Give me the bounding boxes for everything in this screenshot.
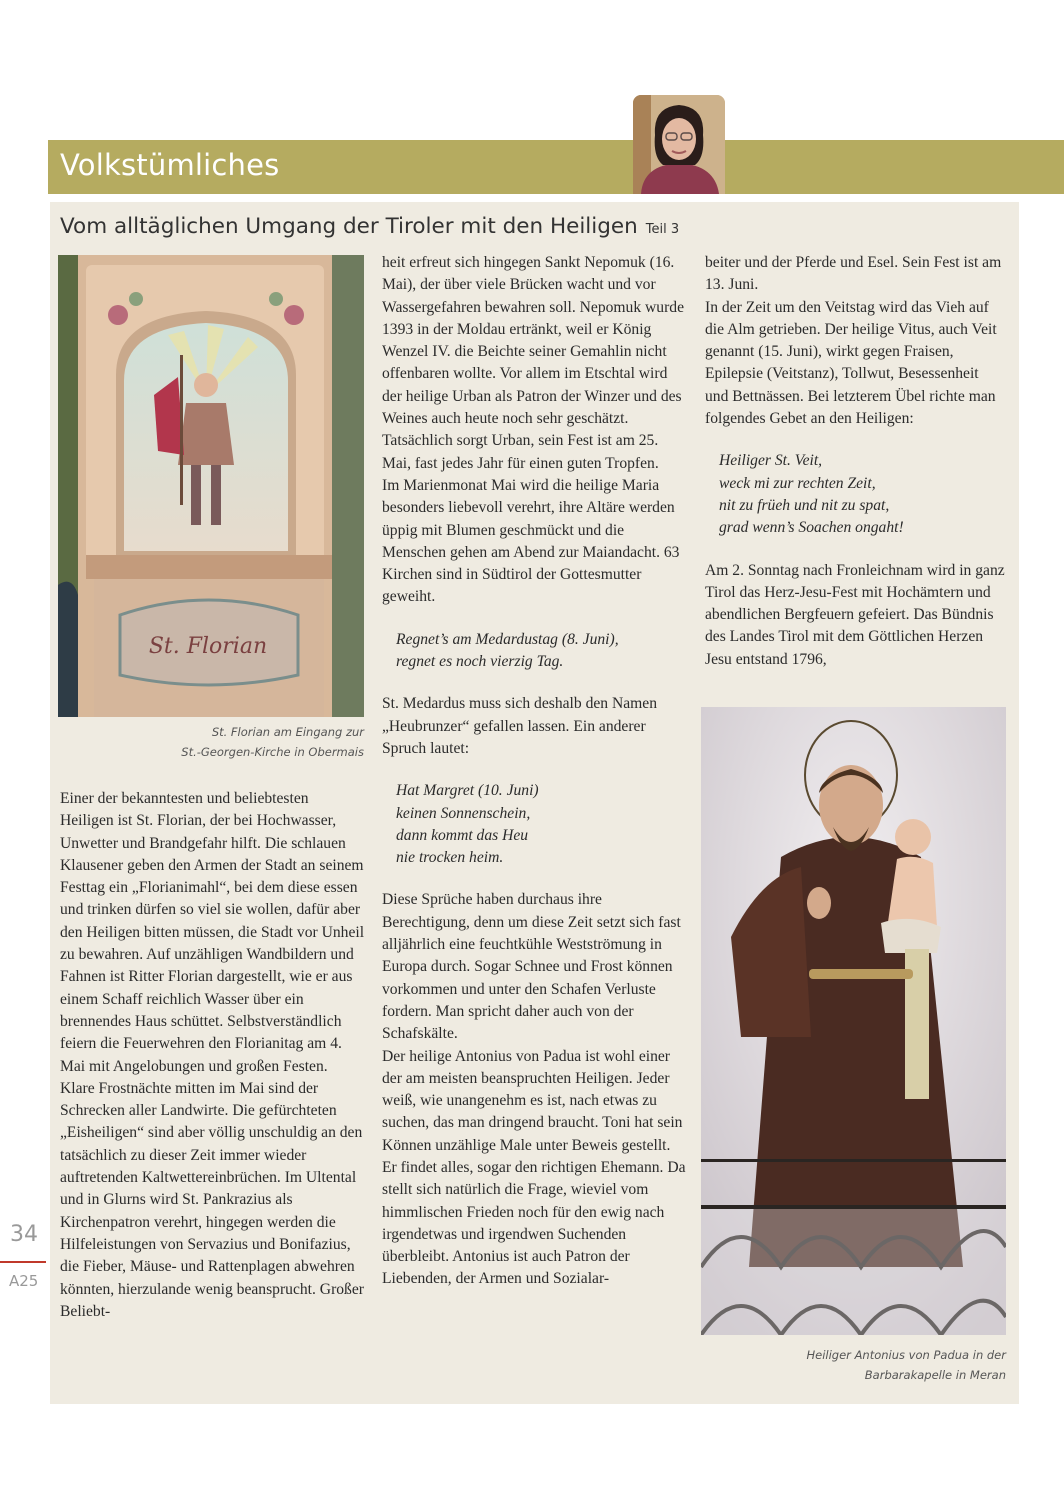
col2-verse-2 [382,780,687,869]
antonius-caption-line2: Barbarakapelle in Meran [864,1368,1006,1382]
verse2-line3: dann kommt das Heu [396,826,529,844]
column-1 [60,788,365,1323]
verse1-line2: regnet es noch vierzig Tag. [396,653,564,671]
article-title: Vom alltäglichen Umgang der Tiroler mit den Heiligen [60,214,638,239]
florian-caption-line2: St.-Georgen-Kirche in Obermais [181,745,364,759]
verse2-line1: Hat Margret (10. Juni) [396,782,539,800]
article-headline [60,214,679,239]
col1-paragraph-1: Einer der bekanntesten und beliebtesten Heiligen ist St. Florian, der bei Hochwasser, Unwetter und Brandgefahr hilft. Die schlauen Klausener geben den Armen der Stadt an seinem Festtag ein „Florianimahl“, bei dem diese essen und trinken dürfen so viel sie wollen, dafür aber den Heiligen bitten müssen, die Stadt vor Unheil zu bewahren. Auf unzähligen Wandbildern und Fahnen ist Ritter Florian dargestellt, wie er aus einem Schaff reichlich Wasser über ein brennendes Haus schüttet. Selbstverständlich feiern die Feuerwehren den Florianitag am 4. Mai mit Angelobungen und großen Festen. [60,790,365,1075]
column-2 [382,252,687,1291]
florian-caption [58,722,364,762]
column-3 [705,252,1005,671]
florian-photo [58,255,364,717]
col2-verse-1 [382,629,687,674]
verse2-line4: nie trocken heim. [396,849,504,867]
veit-verse-line2: weck mi zur rechten Zeit, [719,474,876,492]
antonius-photo [701,707,1006,1335]
col3-paragraph-3: Am 2. Sonntag nach Fronleichnam wird in ganz Tirol das Herz-Jesu-Fest mit Hochämtern und abendlichen Bergfeuern gefeiert. Das Bündnis des Landes Tirol mit dem Göttlichen Herzen Jesu entstand 1796, [705,561,1005,668]
page-number: 34 [10,1222,38,1247]
col2-paragraph-3: St. Medardus muss sich deshalb den Namen „Heubrunzer“ gefallen lassen. Ein anderer Spruch lautet: [382,695,658,757]
issue-label: A25 [9,1272,39,1290]
florian-plaque-text: St. Florian [148,634,268,659]
verse2-line2: keinen Sonnenschein, [396,804,531,822]
antonius-caption-line1: Heiliger Antonius von Padua in der [806,1348,1006,1362]
col2-paragraph-2: Im Marienmonat Mai wird die heilige Maria besonders liebevoll verehrt, ihre Altäre werden üppig mit Blumen geschmückt und die Menschen gehen am Abend zur Maiandacht. 63 Kirchen sind in Südtirol der Gottesmutter geweiht. [382,476,680,606]
veit-verse-line3: nit zu früeh und nit zu spat, [719,496,890,514]
col3-verse [705,450,1005,539]
page-rule [0,1261,46,1263]
veit-verse-line1: Heiliger St. Veit, [719,452,823,470]
col1-paragraph-2: Klare Frostnächte mitten im Mai sind der Schrecken aller Landwirte. Die gefürchteten „Eisheiligen“ sind aber völlig unschuldig an den tatsächlich zu dieser Zeit immer wieder auftretenden Kaltwettereinbrüchen. Im Ultental und in Glurns wird St. Pankrazius als Kirchenpatron verehrt, hingegen werden die Hilfeleistungen von Servazius und Bonifazius, die Fieber, Mäuse- und Rattenplagen abwehren könnten, hierzulande wenig beansprucht. Großer Beliebt- [60,1079,364,1320]
col2-paragraph-1: heit erfreut sich hingegen Sankt Nepomuk (16. Mai), der über viele Brücken wacht und vor Wassergefahren bewahren soll. Nepomuk wurde 1393 in der Moldau ertränkt, weil er König Wenzel IV. die Beichte seiner Gemahlin nicht offenbaren wollte. Vor allem im Etschtal wird der heilige Urban als Patron der Winzer und des Weines auch heute noch sehr geschätzt. Tatsächlich sorgt Urban, sein Fest ist am 25. Mai, fast jedes Jahr für einen guten Tropfen. [382,254,684,472]
section-title: Volkstümliches [60,148,280,182]
author-portrait [633,95,725,194]
col3-paragraph-2: In der Zeit um den Veitstag wird das Vieh auf die Alm getrieben. Der heilige Vitus, auch Veit genannt (15. Juni), wirkt gegen Fraisen, Epilepsie (Veitstanz), Tollwut, Besessenheit und Bettnässen. Bei letzterem Übel richte man folgendes Gebet an den Heiligen: [705,298,997,428]
article-part: Teil 3 [645,222,680,237]
veit-verse-line4: grad wenn’s Soachen ongaht! [719,519,904,537]
col2-paragraph-5: Der heilige Antonius von Padua ist wohl einer der am meisten beanspruchten Heiligen. Jeder weiß, wie unangenehm es ist, nach etwas zu suchen, das man dringend braucht. Toni hat sein Können unzählige Male unter Beweis gestellt. Er findet alles, sogar den richtigen Ehemann. Da stellt sich natürlich die Frage, wieviel vom himmlischen Frieden noch für den ewig nach irgendetwas und irgendwen Suchenden überbleibt. Antonius ist auch Patron der Liebenden, der Armen und Sozialar- [382,1047,686,1288]
antonius-caption [701,1345,1006,1385]
verse1-line1: Regnet’s am Medardustag (8. Juni), [396,630,619,648]
florian-caption-line1: St. Florian am Eingang zur [211,725,364,739]
col3-paragraph-1: beiter und der Pferde und Esel. Sein Fest ist am 13. Juni. [705,254,1002,294]
col2-paragraph-4: Diese Sprüche haben durchaus ihre Berechtigung, denn um diese Zeit setzt sich fast alljährlich eine feuchtkühle Westströmung in Europa durch. Sogar Schnee und Frost können vorkommen und unter den Schafen Verluste fordern. Man spricht daher auch von der Schafskälte. [382,891,681,1043]
